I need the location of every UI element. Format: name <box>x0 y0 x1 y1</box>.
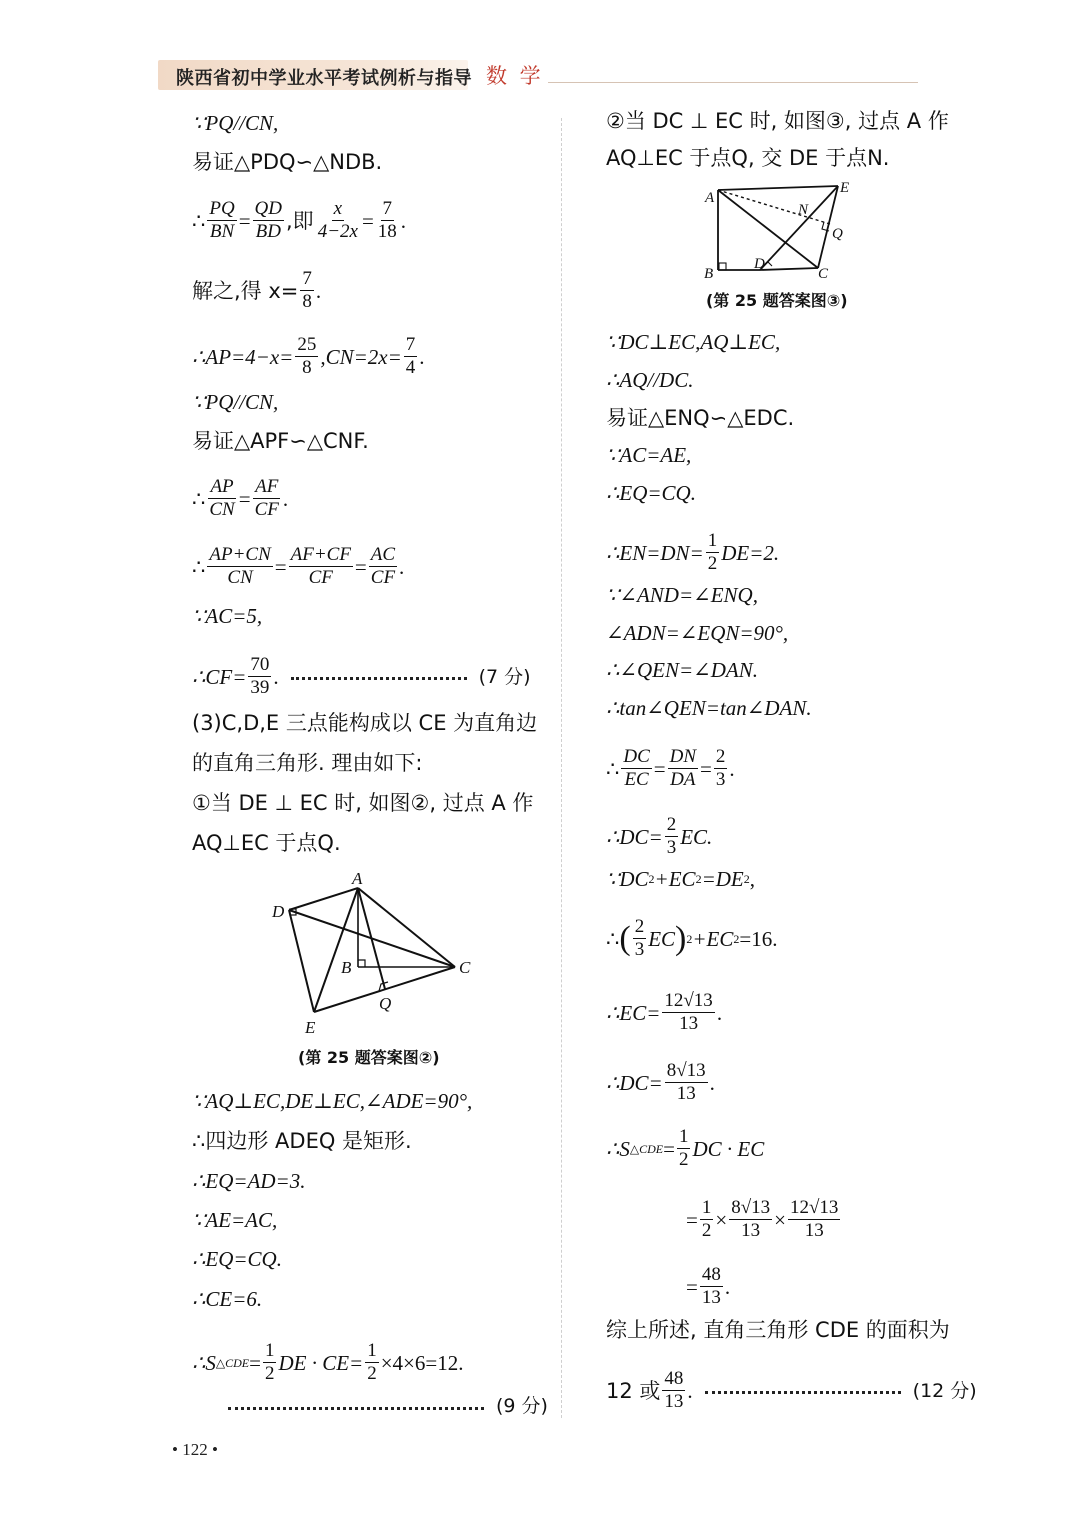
line: ∵AC=AE, <box>606 443 692 467</box>
geometry-figure-3 <box>704 178 864 282</box>
page-number: • 122 • <box>172 1440 218 1459</box>
line: ∴ $\frac{AP}{CN}$ = $\frac{AF}{CF}$ . <box>192 476 289 520</box>
line: AQ⊥EC 于点Q, 交 DE 于点N. <box>606 146 890 170</box>
line: ∴tan∠QEN=tan∠DAN. <box>606 696 812 720</box>
label-b: B <box>341 958 352 977</box>
line: ∵DC⊥EC,AQ⊥EC, <box>606 330 781 354</box>
line: ∴EQ=CQ. <box>606 481 696 505</box>
line: 易证△ENQ∽△EDC. <box>606 406 795 430</box>
fraction: $\frac{2}{3}$ <box>715 746 726 790</box>
figure-3-caption: (第 25 题答案图③) <box>706 291 848 310</box>
fraction: $\frac{1}{2}$ <box>367 1340 377 1384</box>
label-q: Q <box>379 994 392 1013</box>
line: ∵AC=5, <box>192 604 263 628</box>
column-divider <box>561 118 562 1418</box>
line: ∴ $\frac{DC}{EC}$ = $\frac{DN}{DA}$ = $\frac{2}{3}$ . <box>606 746 735 790</box>
geometry-figure-2 <box>270 866 480 1042</box>
line: 易证△APF∽△CNF. <box>192 429 369 453</box>
subject-title: 数 学 <box>486 64 544 88</box>
line: ∴EQ=CQ. <box>192 1247 282 1271</box>
fraction: $\frac{PQ}{BN}$ <box>209 198 235 242</box>
label-n: N <box>798 202 809 218</box>
line: ∴S △CDE = $\frac{1}{2}$ DE · CE= $\frac{1}{2}$ ×4×6=12. <box>192 1340 464 1384</box>
label-a: A <box>352 869 363 888</box>
fraction: $\frac{8√13}{13}$ <box>731 1197 771 1241</box>
line: AQ⊥EC 于点Q. <box>192 831 341 855</box>
line: (3)C,D,E 三点能构成以 CE 为直角边 <box>192 711 538 735</box>
fraction: $\frac{48}{13}$ <box>701 1264 721 1308</box>
fraction: $\frac{1}{2}$ <box>707 530 718 574</box>
fraction: $\frac{25}{8}$ <box>297 334 317 378</box>
book-title: 陕西省初中学业水平考试例析与指导 <box>176 68 472 89</box>
line: ∴DC= $\frac{2}{3}$ EC. <box>606 814 713 858</box>
label-c: C <box>459 958 471 977</box>
score-label: (7 分) <box>478 665 531 688</box>
line: ②当 DC ⊥ EC 时, 如图③, 过点 A 作 <box>606 109 949 133</box>
line: ∴ ( $\frac{2}{3}$ EC ) 2 +EC 2 =16. <box>606 916 778 960</box>
label-e: E <box>305 1018 316 1037</box>
fraction: $\frac{1}{2}$ <box>678 1126 689 1170</box>
fraction: $\frac{2}{3}$ <box>634 916 645 960</box>
line: ∴EN=DN= $\frac{1}{2}$ DE=2. <box>606 530 780 574</box>
line: ∠ADN=∠EQN=90°, <box>606 621 789 645</box>
fraction: $\frac{x}{4-2x}$ <box>317 198 358 242</box>
fraction: $\frac{AP}{CN}$ <box>209 476 235 520</box>
line <box>228 1393 548 1419</box>
fraction: $\frac{AC}{CF}$ <box>370 544 396 588</box>
line: ∵DC 2 +EC 2 =DE 2 , <box>606 867 755 891</box>
fraction: $\frac{70}{39}$ <box>250 654 270 698</box>
line: ∴ $\frac{PQ}{BN}$ = $\frac{QD}{BD}$ ,即 $\frac{x}{4-2x}$ = $\frac{7}{18}$ . <box>192 198 407 242</box>
leader-dots <box>705 1391 901 1394</box>
line: ∴ $\frac{AP+CN}{CN}$ = $\frac{AF+CF}{CF}$ = $\frac{AC}{CF}$ . <box>192 544 405 588</box>
header-rule <box>548 82 918 83</box>
fraction: $\frac{2}{3}$ <box>666 814 677 858</box>
line: = $\frac{1}{2}$ × $\frac{8√13}{13}$ × $\frac{12√13}{13}$ <box>686 1197 839 1241</box>
fraction: $\frac{8√13}{13}$ <box>666 1060 706 1104</box>
fraction: $\frac{DN}{DA}$ <box>669 746 697 790</box>
line: 的直角三角形. 理由如下: <box>192 751 423 775</box>
line: ∵PQ//CN, <box>192 390 279 414</box>
line: ∵PQ//CN, <box>192 111 279 135</box>
line: ∴四边形 ADEQ 是矩形. <box>192 1129 412 1153</box>
fraction: $\frac{QD}{BD}$ <box>254 198 282 242</box>
line: ∴DC= $\frac{8√13}{13}$ . <box>606 1060 715 1104</box>
fraction: $\frac{1}{2}$ <box>264 1340 275 1384</box>
line: 12 或 $\frac{48}{13}$ . (12 分) <box>606 1368 977 1412</box>
fraction: $\frac{DC}{EC}$ <box>623 746 650 790</box>
line: ∵AQ⊥EC,DE⊥EC,∠ADE=90°, <box>192 1089 473 1113</box>
line: ①当 DE ⊥ EC 时, 如图②, 过点 A 作 <box>192 791 534 815</box>
label-q: Q <box>832 226 843 242</box>
line: 易证△PDQ∽△NDB. <box>192 150 383 174</box>
line: ∴CF= $\frac{70}{39}$ . (7 分) <box>192 654 531 698</box>
line: ∴EQ=AD=3. <box>192 1169 306 1193</box>
fraction: $\frac{7}{18}$ <box>377 198 397 242</box>
fraction: $\frac{12√13}{13}$ <box>664 990 713 1034</box>
fraction: $\frac{48}{13}$ <box>664 1368 684 1412</box>
fraction: $\frac{AP+CN}{CN}$ <box>209 544 271 588</box>
line: ∴EC= $\frac{12√13}{13}$ . <box>606 990 723 1034</box>
line: ∵AE=AC, <box>192 1208 278 1232</box>
line: 综上所述, 直角三角形 CDE 的面积为 <box>606 1318 950 1342</box>
label-c: C <box>818 266 829 282</box>
label-d: D <box>272 902 285 921</box>
figure-2-caption: (第 25 题答案图②) <box>298 1048 440 1067</box>
fraction: $\frac{7}{4}$ <box>405 334 416 378</box>
fraction: $\frac{AF}{CF}$ <box>254 476 279 520</box>
fraction: $\frac{AF+CF}{CF}$ <box>290 544 351 588</box>
label-e: E <box>840 180 850 196</box>
fraction: $\frac{7}{8}$ <box>302 268 312 312</box>
leader-dots <box>291 677 467 680</box>
line: 解之,得 x= $\frac{7}{8}$ . <box>192 268 322 312</box>
line: ∴AQ//DC. <box>606 368 694 392</box>
line: ∵∠AND=∠ENQ, <box>606 583 758 607</box>
label-b: B <box>704 266 714 282</box>
score-label: (12 分) <box>912 1379 977 1402</box>
score-label: (9 分) <box>496 1395 548 1417</box>
fraction: $\frac{12√13}{13}$ <box>789 1197 839 1241</box>
leader-dots <box>228 1407 484 1410</box>
line: ∴∠QEN=∠DAN. <box>606 658 758 682</box>
label-a: A <box>705 190 715 206</box>
line: ∴CE=6. <box>192 1287 263 1311</box>
line: ∴AP=4−x= $\frac{25}{8}$ ,CN=2x= $\frac{7}{4}$ . <box>192 334 425 378</box>
fraction: $\frac{1}{2}$ <box>701 1197 712 1241</box>
line: ∴S △CDE = $\frac{1}{2}$ DC · EC <box>606 1126 765 1170</box>
line: = $\frac{48}{13}$ . <box>686 1264 731 1308</box>
label-d: D <box>754 256 765 272</box>
